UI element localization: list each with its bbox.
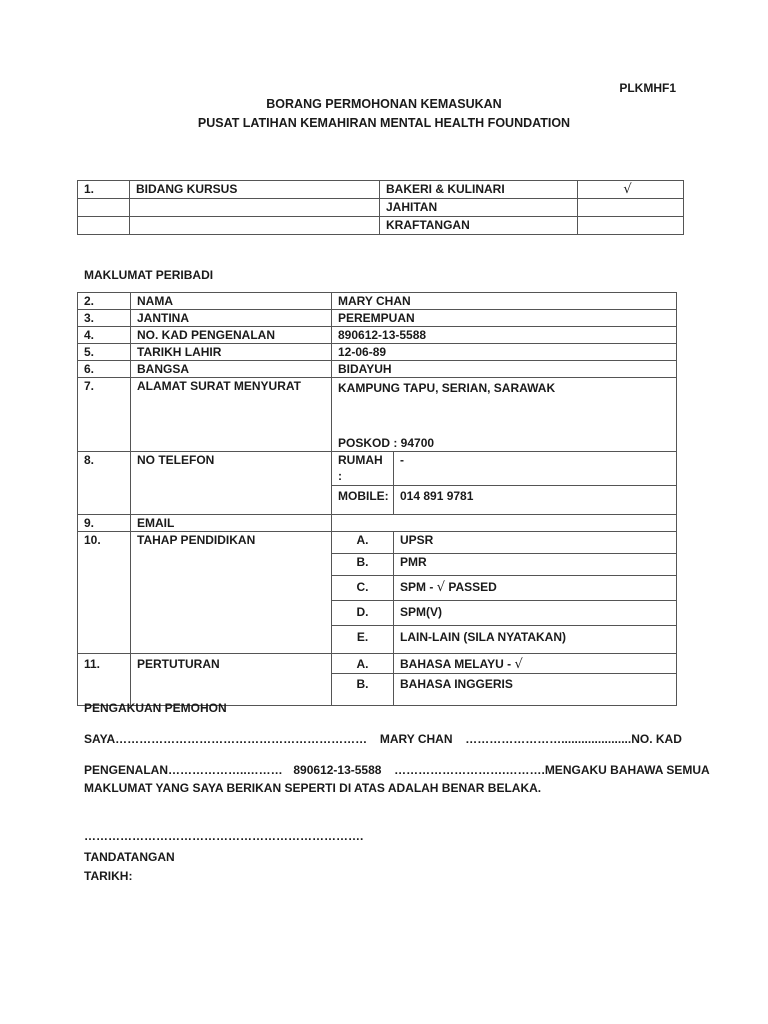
race-row <box>78 361 677 378</box>
field-label: BANGSA <box>131 361 332 378</box>
mobile-label: MOBILE: <box>332 486 394 515</box>
gender-row <box>78 310 677 327</box>
personal-table <box>77 292 677 706</box>
course-row <box>78 217 684 235</box>
row-number: 1. <box>78 181 130 199</box>
option-text-main: BAHASA MELAYU - <box>400 657 512 671</box>
declaration-mengaku: MENGAKU BAHAWA SEMUA <box>544 763 710 777</box>
option-text: BAHASA INGGERIS <box>394 674 677 706</box>
declaration-statement: MAKLUMAT YANG SAYA BERIKAN SEPERTI DI ATAS ADALAH BENAR BELAKA. <box>84 781 542 795</box>
option-letter: A. <box>332 532 394 554</box>
option-text: PMR <box>394 554 677 576</box>
row-number: 10. <box>78 532 131 654</box>
field-label: BIDANG KURSUS <box>130 181 380 199</box>
row-number: 8. <box>78 452 131 515</box>
declaration-saya: SAYA……………………………………………………… <box>84 732 368 746</box>
course-table <box>77 180 684 235</box>
field-label: TAHAP PENDIDIKAN <box>131 532 332 654</box>
email-row <box>78 515 677 532</box>
section-label: MAKLUMAT PERIBADI <box>84 268 214 282</box>
checkmark <box>578 217 684 235</box>
field-label: ALAMAT SURAT MENYURAT <box>131 378 332 452</box>
address-value: KAMPUNG TAPU, SERIAN, SARAWAK <box>338 381 556 395</box>
field-value: MARY CHAN <box>332 293 677 310</box>
row-number: 4. <box>78 327 131 344</box>
row-number: 7. <box>78 378 131 452</box>
home-value: - <box>394 452 677 486</box>
date-label: TARIKH: <box>84 869 133 883</box>
form-subtitle: PUSAT LATIHAN KEMAHIRAN MENTAL HEALTH FOUNDATION <box>197 116 571 130</box>
declaration-dots: ……………………….………. <box>394 763 545 777</box>
field-value <box>332 378 677 452</box>
postcode-value: POSKOD : 94700 <box>338 436 435 450</box>
field-value: 890612-13-5588 <box>332 327 677 344</box>
ic-row <box>78 327 677 344</box>
option-text <box>394 576 677 601</box>
course-option: JAHITAN <box>380 199 578 217</box>
education-row <box>78 532 677 554</box>
course-row <box>78 199 684 217</box>
option-text: SPM(V) <box>394 601 677 626</box>
empty-cell <box>130 217 380 235</box>
mobile-value: 014 891 9781 <box>394 486 677 515</box>
option-letter: B. <box>332 674 394 706</box>
declaration-pengenalan: PENGENALAN………………..……… <box>84 763 283 777</box>
home-label-text: RUMAH <box>338 453 383 467</box>
declaration-line <box>84 763 710 777</box>
check-icon: √ <box>436 580 445 595</box>
field-value <box>332 515 677 532</box>
language-row <box>78 654 677 674</box>
signature-line: ……………………………………………………………. <box>84 829 364 843</box>
declaration-dots: ……………………..................... <box>465 732 632 746</box>
name-row <box>78 293 677 310</box>
declaration-ic: 890612-13-5588 <box>293 763 382 777</box>
option-letter: E. <box>332 626 394 654</box>
check-icon: √ <box>514 657 523 672</box>
phone-home-row <box>78 452 677 486</box>
option-letter: A. <box>332 654 394 674</box>
field-label: EMAIL <box>131 515 332 532</box>
row-number: 9. <box>78 515 131 532</box>
option-text-main: SPM - <box>400 580 434 594</box>
empty-cell <box>78 217 130 235</box>
row-number: 11. <box>78 654 131 706</box>
course-option: BAKERI & KULINARI <box>380 181 578 199</box>
field-label: NO TELEFON <box>131 452 332 515</box>
field-label: PERTUTURAN <box>131 654 332 706</box>
empty-cell <box>130 199 380 217</box>
declaration-name: MARY CHAN <box>379 732 453 746</box>
course-option: KRAFTANGAN <box>380 217 578 235</box>
declaration-label: PENGAKUAN PEMOHON <box>84 701 227 715</box>
field-value: PEREMPUAN <box>332 310 677 327</box>
checkmark <box>578 181 684 199</box>
checkmark <box>578 199 684 217</box>
field-value: BIDAYUH <box>332 361 677 378</box>
row-number: 3. <box>78 310 131 327</box>
option-text: UPSR <box>394 532 677 554</box>
row-number: 6. <box>78 361 131 378</box>
option-text: LAIN-LAIN (SILA NYATAKAN) <box>394 626 677 654</box>
row-number: 2. <box>78 293 131 310</box>
field-label: NAMA <box>131 293 332 310</box>
option-letter: C. <box>332 576 394 601</box>
signature-label: TANDATANGAN <box>84 850 175 864</box>
home-label <box>332 452 394 486</box>
option-text <box>394 654 677 674</box>
result-text: PASSED <box>448 580 497 594</box>
field-label: JANTINA <box>131 310 332 327</box>
option-letter: D. <box>332 601 394 626</box>
form-title: BORANG PERMOHONAN KEMASUKAN <box>266 97 502 111</box>
row-number: 5. <box>78 344 131 361</box>
home-label-colon: : <box>338 469 342 483</box>
declaration-line <box>84 732 682 746</box>
document-code: PLKMHF1 <box>619 81 676 95</box>
field-label: TARIKH LAHIR <box>131 344 332 361</box>
check-icon: √ <box>623 182 632 197</box>
field-label: NO. KAD PENGENALAN <box>131 327 332 344</box>
declaration-no-kad: NO. KAD <box>631 732 682 746</box>
address-row <box>78 378 677 452</box>
course-row <box>78 181 684 199</box>
option-letter: B. <box>332 554 394 576</box>
dob-row <box>78 344 677 361</box>
empty-cell <box>78 199 130 217</box>
field-value: 12-06-89 <box>332 344 677 361</box>
